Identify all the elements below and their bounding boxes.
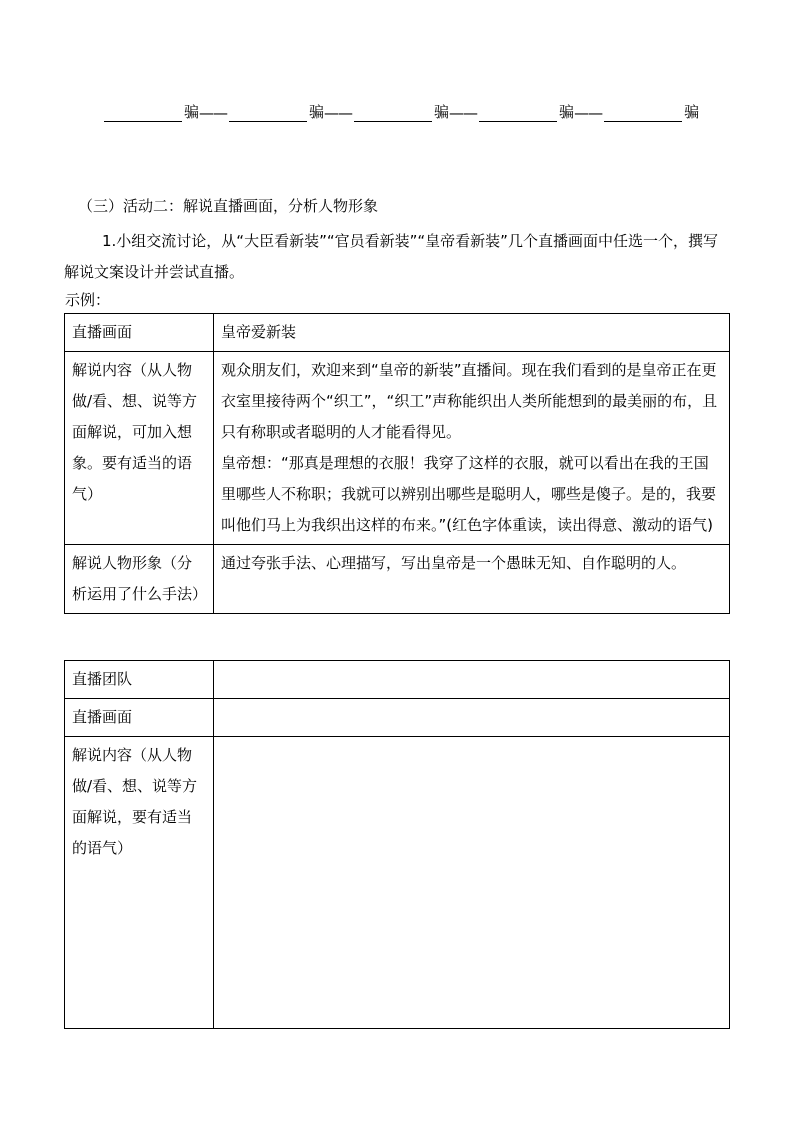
chain-word: 骗 xyxy=(434,103,450,121)
blank-line-2[interactable] xyxy=(229,103,307,122)
chain-dash: —— xyxy=(574,104,603,122)
label-cell: 解说内容（从人物做/看、想、说等方面解说，要有适当的语气） xyxy=(65,737,214,1029)
worksheet-table xyxy=(64,660,730,1029)
fill-in-chain xyxy=(104,101,724,122)
example-label: 示例： xyxy=(65,291,111,309)
commentary-paragraph: 皇帝想：“那真是理想的衣服！我穿了这样的衣服，就可以看出在我的王国里哪些人不称职；我就可以辨别出哪些是聪明人，哪些是傻子。是的，我要叫他们马上为我织出这样的布来。”(红色字体重读，读出得意、激动的语气) xyxy=(221,454,717,534)
example-table xyxy=(64,313,730,614)
table-row xyxy=(65,699,730,737)
blank-line-3[interactable] xyxy=(354,103,432,122)
chain-dash: —— xyxy=(199,104,228,122)
value-cell xyxy=(214,352,730,545)
answer-cell[interactable] xyxy=(214,699,730,737)
label-cell: 解说人物形象（分析运用了什么手法） xyxy=(65,545,214,614)
value-cell: 皇帝爱新装 xyxy=(214,314,730,352)
label-cell: 直播团队 xyxy=(65,661,214,699)
table-row xyxy=(65,737,730,1029)
blank-line-1[interactable] xyxy=(104,103,182,122)
chain-dash: —— xyxy=(449,104,478,122)
blank-line-4[interactable] xyxy=(479,103,557,122)
label-cell: 解说内容（从人物做/看、想、说等方面解说，可加入想象。要有适当的语气） xyxy=(65,352,214,545)
table-row xyxy=(65,314,730,352)
task-instruction: 1.小组交流讨论，从“大臣看新装”“官员看新装”“皇帝看新装”几个直播画面中任选一个，撰写解说文案设计并尝试直播。 xyxy=(64,232,718,281)
table-row xyxy=(65,545,730,614)
blank-line-5[interactable] xyxy=(604,103,682,122)
chain-word: 骗 xyxy=(309,103,325,121)
label-cell: 直播画面 xyxy=(65,699,214,737)
value-cell: 通过夸张手法、心理描写，写出皇帝是一个愚昧无知、自作聪明的人。 xyxy=(214,545,730,614)
section-heading: （三）活动二：解说直播画面，分析人物形象 xyxy=(78,197,379,215)
answer-cell[interactable] xyxy=(214,661,730,699)
label-cell: 直播画面 xyxy=(65,314,214,352)
table-row xyxy=(65,661,730,699)
table-row xyxy=(65,352,730,545)
chain-dash: —— xyxy=(324,104,353,122)
commentary-paragraph: 观众朋友们，欢迎来到“皇帝的新装”直播间。现在我们看到的是皇帝正在更衣室里接待两个“织工”，“织工”声称能织出人类所能想到的最美丽的布，且只有称职或者聪明的人才能看得见。 xyxy=(221,361,718,441)
chain-word: 骗 xyxy=(559,103,575,121)
chain-word: 骗 xyxy=(684,103,700,121)
chain-word: 骗 xyxy=(184,103,200,121)
answer-cell[interactable] xyxy=(214,737,730,1029)
